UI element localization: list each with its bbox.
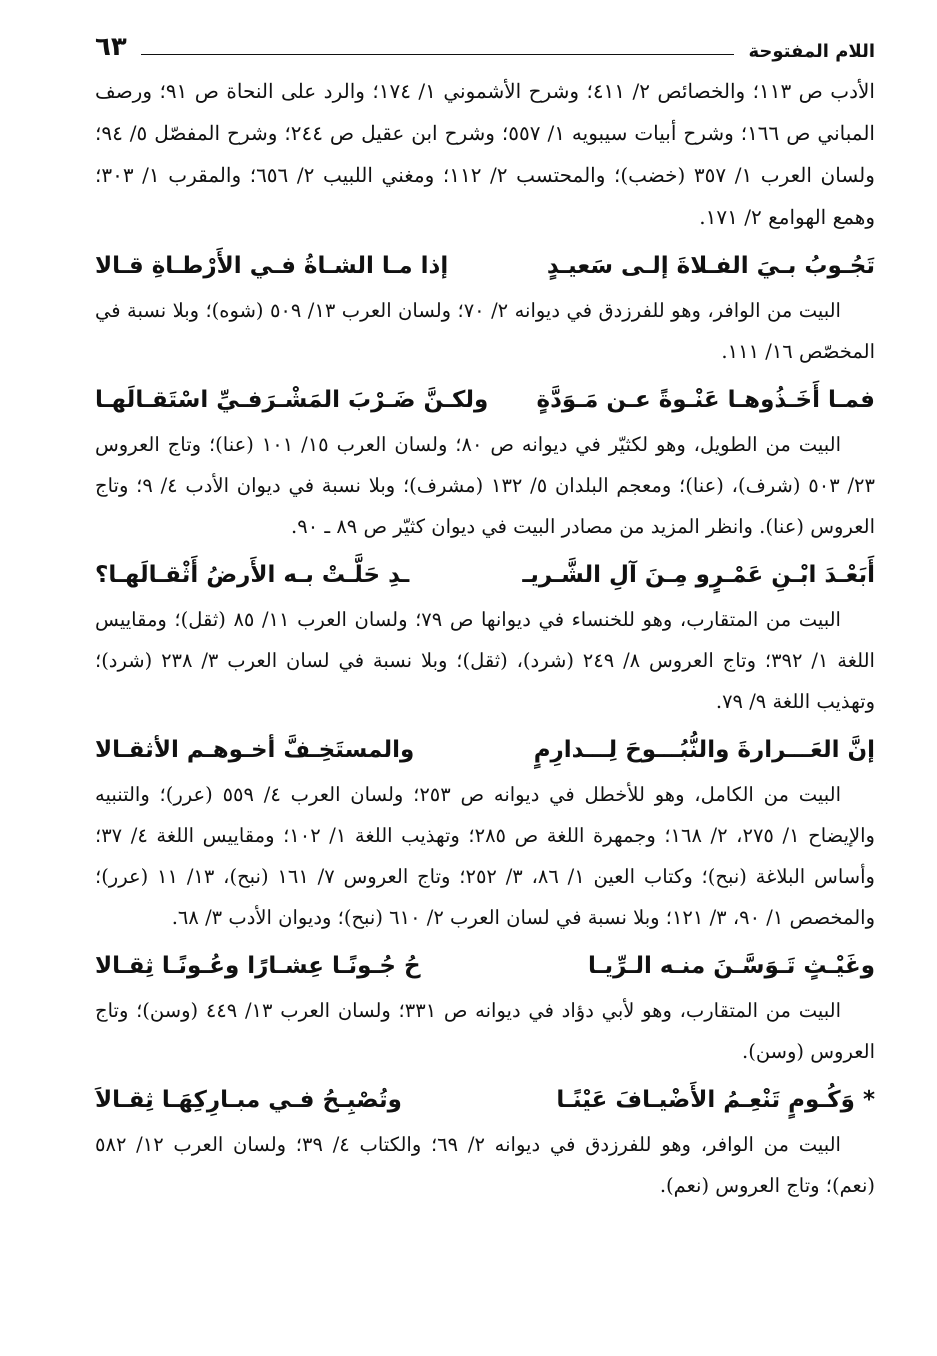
verse-line <box>95 1078 875 1122</box>
verse-first-hemistich: إنَّ العَـــرارةَ والنُّبُـــوحَ لِـــدارِمٍ <box>533 737 875 763</box>
verse-entry <box>95 244 875 372</box>
book-page <box>95 28 875 1210</box>
verse-second-hemistich: ـدِ حَلَّـتْ بـه الأَرضُ أَثْقـالَهـا؟ <box>95 562 410 588</box>
verse-line <box>95 244 875 288</box>
verse-entry <box>95 728 875 938</box>
verse-line <box>95 553 875 597</box>
verse-first-hemistich: أَبَعْـدَ ابْـنِ عَمْـرٍو مِـنَ آلِ الشَّـريـ <box>522 562 875 588</box>
verse-first-hemistich: فمـا أَخَـذُوهـا عَنْـوةً عـن مَـوَدَّةٍ <box>536 387 875 413</box>
verse-first-hemistich: تَجُـوبُ بـيَ الفـلاةَ إلـى سَعيـدٍ <box>546 253 875 279</box>
verse-line <box>95 378 875 422</box>
verse-commentary: البيت من المتقارب، وهو لأبي دؤاد في ديوانه ص ٣٣١؛ ولسان العرب ١٣/ ٤٤٩ (وسن)؛ وتاج العروس (وسن). <box>95 999 875 1063</box>
header-rule <box>141 54 735 55</box>
verse-line <box>95 944 875 988</box>
verse-first-hemistich: وغَيْـثٍ تَـوَسَّـنَ منـه الـرِّيـا <box>588 953 875 979</box>
verse-first-hemistich: * وَكُـومٍ تَنْعِـمُ الأَضْيـافَ عَيْنًـا <box>556 1087 875 1113</box>
verse-entry <box>95 1078 875 1206</box>
verse-commentary: البيت من الوافر، وهو للفرزدق في ديوانه ٢/ ٦٩؛ والكتاب ٤/ ٣٩؛ ولسان العرب ١٢/ ٥٨٢ (نعم)؛ وتاج العروس (نعم). <box>95 1133 875 1197</box>
verse-entry <box>95 378 875 547</box>
verse-second-hemistich: والمستَخِـفَّ أخـوهـم الأثقـالا <box>95 737 415 763</box>
verse-entry <box>95 553 875 722</box>
chapter-title: اللام المفتوحة <box>748 41 875 62</box>
verse-second-hemistich: إذا مـا الشـاةُ فـي الأَرْطـاةِ قـالا <box>95 253 449 279</box>
verse-second-hemistich: ولكـنَّ ضَـرْبَ المَشْـرَفـيِّ اسْتَقـالَهـا <box>95 387 489 413</box>
running-header <box>95 28 875 62</box>
verse-commentary: البيت من الطويل، وهو لكثيّر في ديوانه ص ٨٠؛ ولسان العرب ١٥/ ١٠١ (عنا)؛ وتاج العروس ٢٣/ ٥٠٣ (شرف)، (عنا)؛ ومعجم البلدان ٥/ ١٣٢ (مشرف)؛ وبلا نسبة في ديوان الأدب ٤/ ٩؛ وتاج العروس (عنا). وانظر المزيد من مصادر البيت في ديوان كثيّر ص ٨٩ ـ ٩٠. <box>95 433 875 538</box>
continued-references: الأدب ص ١١٣؛ والخصائص ٢/ ٤١١؛ وشرح الأشموني ١/ ١٧٤؛ والرد على النحاة ص ٩١؛ ورصف المباني ص ١٦٦؛ وشرح أبيات سيبويه ١/ ٥٥٧؛ وشرح ابن عقيل ص ٢٤٤؛ وشرح المفصّل ٥/ ٩٤؛ ولسان العرب ١/ ٣٥٧ (خضب)؛ والمحتسب ٢/ ١١٢؛ ومغني اللبيب ٢/ ٦٥٦؛ والمقرب ١/ ٣٠٣؛ وهمع الهوامع ٢/ ١٧١. <box>95 79 875 229</box>
verse-second-hemistich: حُ جُـونًـا عِشـارًا وعُـونًـا ثِقـالا <box>95 953 421 979</box>
verse-commentary: البيت من الوافر، وهو للفرزدق في ديوانه ٢/ ٧٠؛ ولسان العرب ١٣/ ٥٠٩ (شوه)؛ وبلا نسبة في المخصّص ١٦/ ١١١. <box>95 299 875 363</box>
verse-commentary: البيت من الكامل، وهو للأخطل في ديوانه ص ٢٥٣؛ ولسان العرب ٤/ ٥٥٩ (عرر)؛ والتنبيه والإيضاح ١/ ٢٧٥، ٢/ ١٦٨؛ وجمهرة اللغة ص ٢٨٥؛ وتهذيب اللغة ١/ ١٠٢؛ ومقاييس اللغة ٤/ ٣٧؛ وأساس البلاغة (نبح)؛ وكتاب العين ١/ ٨٦، ٣/ ٢٥٢؛ وتاج العروس ٧/ ١٦١ (نبح)، ١٣/ ١١ (عرر)؛ والمخصص ١/ ٩٠، ٣/ ١٢١؛ وبلا نسبة في لسان العرب ٢/ ٦١٠ (نبح)؛ وديوان الأدب ٣/ ٦٨. <box>95 783 875 929</box>
verse-line <box>95 728 875 772</box>
verse-second-hemistich: وتُصْبِـحُ فـي مبـارِكِهَـا ثِقـالاَ <box>95 1087 402 1113</box>
verse-entry <box>95 944 875 1072</box>
page-number: ٦٣ <box>95 32 127 62</box>
verse-commentary: البيت من المتقارب، وهو للخنساء في ديوانها ص ٧٩؛ ولسان العرب ١١/ ٨٥ (ثقل)؛ ومقاييس اللغة ١/ ٣٩٢؛ وتاج العروس ٨/ ٢٤٩ (شرد)، (ثقل)؛ وبلا نسبة في لسان العرب ٣/ ٢٣٨ (شرد)؛ وتهذيب اللغة ٩/ ٧٩. <box>95 608 875 713</box>
